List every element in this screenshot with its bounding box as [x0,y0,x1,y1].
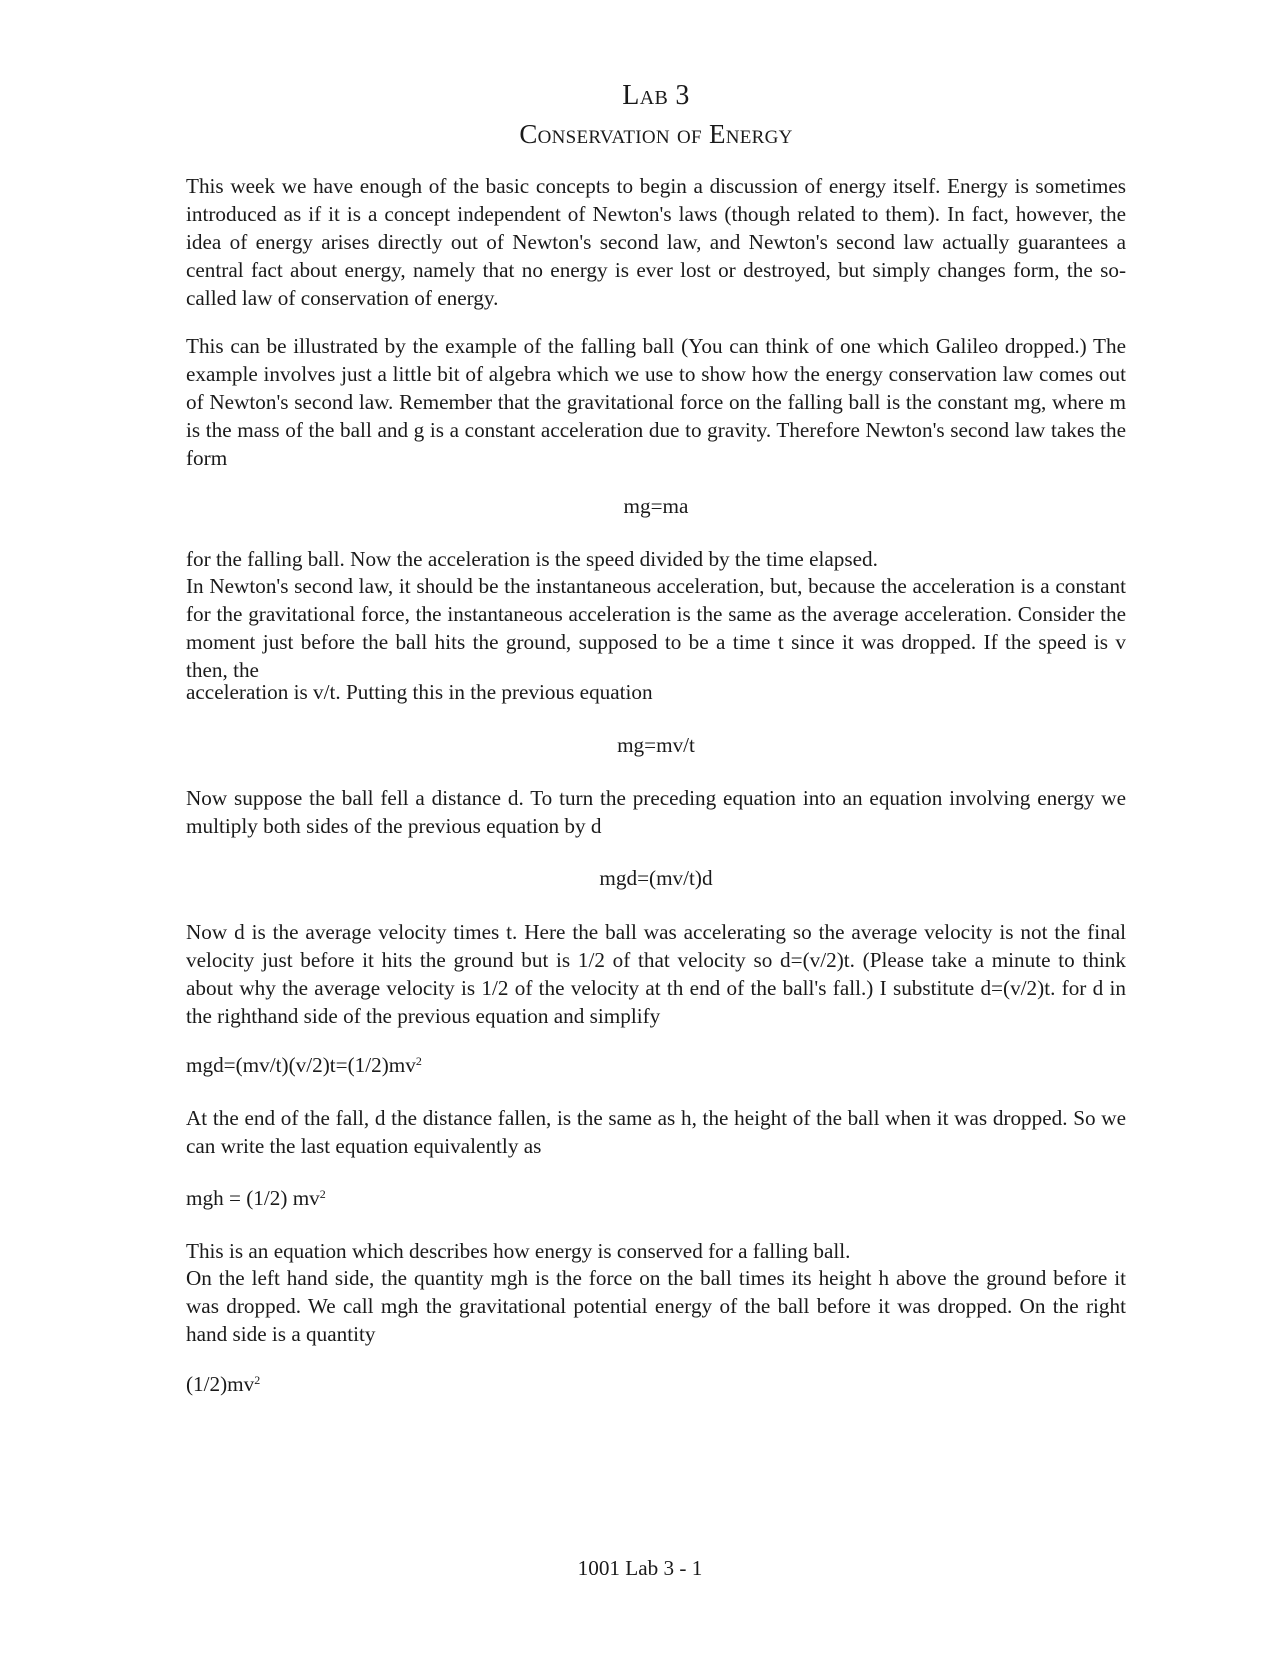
equation-mgd: mgd=(mv/t)d [599,866,713,890]
equation-mgh-exponent: 2 [319,1187,326,1201]
equation-mgd-simplified-base: mgd=(mv/t)(v/2)t=(1/2)mv [186,1053,416,1077]
equation-newton-second-law: mg=ma [623,494,689,518]
equation-mgd-simplified-exponent: 2 [415,1054,422,1068]
paragraph-falling-ball: This can be illustrated by the example of the falling ball (You can think of one which Galileo dropped.) The example involves just a little bit of algebra which we use to show how the energy conservation law comes out of Newton's second law. Remember that the gravitational force on the falling ball is the constant mg, where m is the mass of the ball and g is a constant acceleration due to gravity. Therefore Newton's second law takes the form [186,334,1126,470]
lab-number-title: Lab 3 [622,80,690,111]
paragraph-average-velocity: Now d is the average velocity times t. Here the ball was accelerating so the average velocity is not the final velocity just before it hits the ground but is 1/2 of that velocity so d=(v/2)t. (Please take a minute to think about why the average velocity is 1/2 of the velocity at th end of the ball's fall.) I substitute d=(v/2)t. for d in the righthand side of the previous equation and simplify [186,920,1126,1028]
equation-mgh [186,1184,326,1212]
equation-mgh-base: mgh = (1/2) mv [186,1186,320,1210]
equation-mg-mv-t: mg=mv/t [617,733,695,757]
paragraph-potential-energy: On the left hand side, the quantity mgh is the force on the ball times its height h above the ground before it was dropped. We call mgh the gravitational potential energy of the ball before it was dropped. On the right hand side is a quantity [186,1266,1126,1346]
lab-topic-title: Conservation of Energy [519,119,793,149]
paragraph-intro: This week we have enough of the basic concepts to begin a discussion of energy itself. Energy is sometimes introduced as if it is a concept independent of Newton's laws (though related to them). In fact, however, the idea of energy arises directly out of Newton's second law, and Newton's second law actually guarantees a central fact about energy, namely that no energy is ever lost or destroyed, but simply changes form, the so-called law of conservation of energy. [186,174,1126,310]
paragraph-energy-conserved: This is an equation which describes how energy is conserved for a falling ball. [186,1239,851,1263]
paragraph-height: At the end of the fall, d the distance fallen, is the same as h, the height of the ball when it was dropped. So we can write the last equation equivalently as [186,1106,1126,1158]
paragraph-acceleration-substitution: acceleration is v/t. Putting this in the previous equation [186,680,653,704]
equation-kinetic-energy [186,1370,260,1398]
paragraph-acceleration-intro: for the falling ball. Now the acceleration is the speed divided by the time elapsed. [186,547,878,571]
paragraph-instantaneous-acceleration: In Newton's second law, it should be the instantaneous acceleration, but, because the acceleration is a constant for the gravitational force, the instantaneous acceleration is the same as the average acceleration. Consider the moment just before the ball hits the ground, supposed to be a time t since it was dropped. If the speed is v then, the [186,574,1126,682]
equation-kinetic-energy-exponent: 2 [254,1373,261,1387]
paragraph-distance: Now suppose the ball fell a distance d. To turn the preceding equation into an equation involving energy we multiply both sides of the previous equation by d [186,786,1126,838]
equation-mgd-simplified [186,1051,422,1079]
page-footer: 1001 Lab 3 - 1 [577,1556,703,1580]
equation-kinetic-energy-base: (1/2)mv [186,1372,255,1396]
